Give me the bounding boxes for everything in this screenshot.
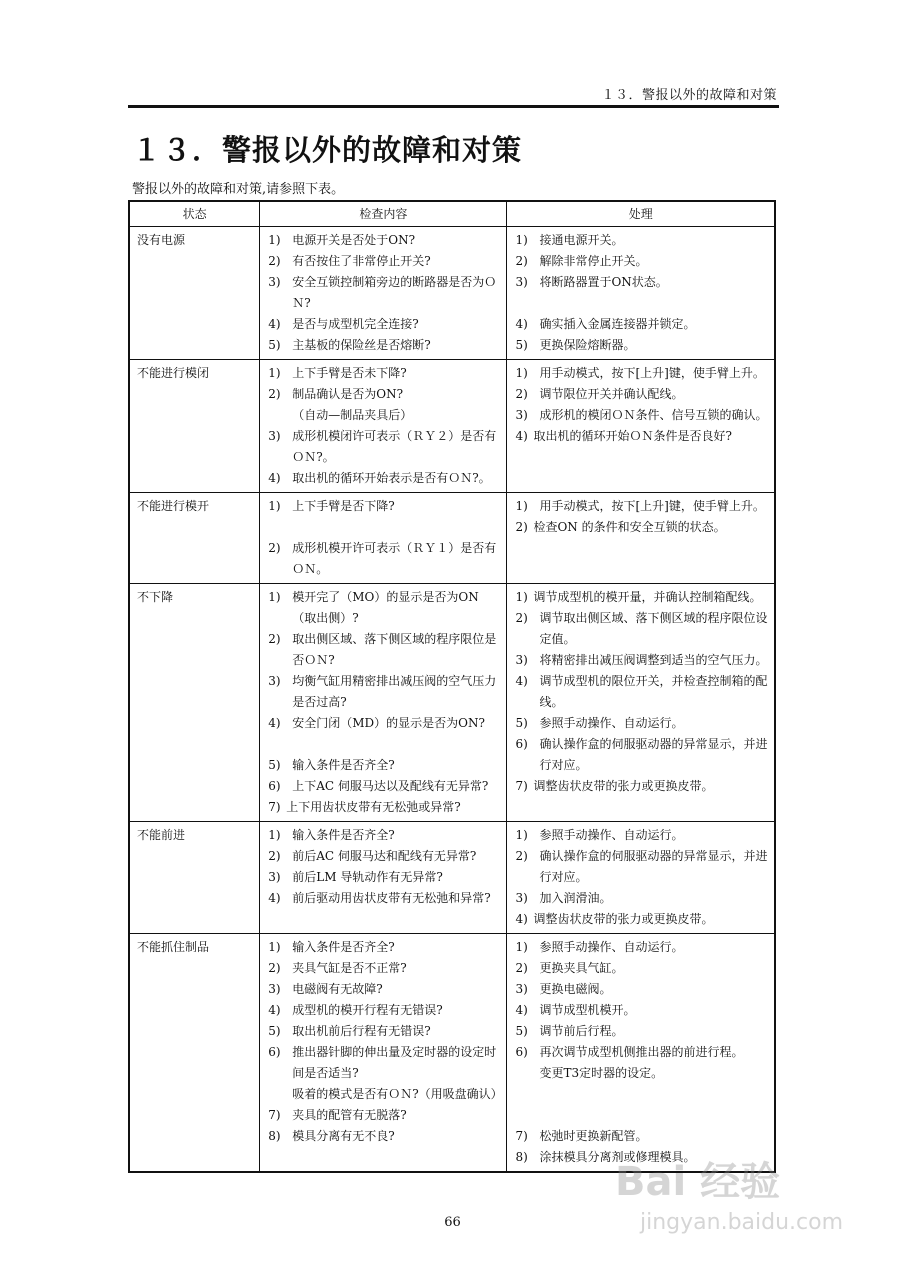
item-number: 3): [515, 653, 528, 667]
item-text: 夹具气缸是否不正常?: [292, 961, 407, 975]
item-number: 2): [268, 254, 281, 268]
item-text: 推出器针脚的伸出量及定时器的设定时间是否适当?: [292, 1045, 497, 1080]
item-number: 7): [515, 1129, 528, 1143]
item-text: 输入条件是否齐全?: [292, 940, 395, 954]
item-number: 2): [515, 961, 528, 975]
item-number: 1): [515, 499, 528, 513]
table-row: [129, 360, 775, 493]
check-item: [268, 335, 502, 356]
check-cell: [260, 934, 507, 1173]
item-number: 5): [515, 338, 528, 352]
watermark-logo: Bai 经验: [615, 1159, 781, 1205]
item-text: 输入条件是否齐全?: [292, 828, 395, 842]
item-text: 上下AC 伺服马达以及配线有无异常?: [292, 779, 489, 793]
action-item: [515, 1000, 770, 1021]
action-item: [515, 405, 770, 426]
action-item: [515, 734, 770, 776]
item-text: 调节成型机模开。: [539, 1003, 636, 1017]
item-text: 取出机的循环开始ＯＮ条件是否良好?: [533, 429, 732, 443]
action-item: [515, 608, 770, 650]
item-number: 5): [515, 716, 528, 730]
item-text: 前后LM 导轨动作有无异常?: [292, 870, 443, 884]
status-cell: 不能抓住制品: [129, 934, 260, 1173]
action-item: [515, 272, 770, 293]
action-item: [515, 517, 770, 538]
item-text: 确认操作盒的伺服驱动器的异常显示，并进行对应。: [539, 737, 768, 772]
header-rule: [128, 105, 779, 108]
item-number: 2): [268, 541, 281, 555]
item-text: 吸着的模式是否有ＯＮ?（用吸盘确认）: [292, 1087, 503, 1101]
item-text: 成形机模闭许可表示（ＲＹ２）是否有ＯＮ?。: [292, 429, 497, 464]
item-number: 3): [268, 674, 281, 688]
watermark-url: jingyan.baidu.com: [640, 1210, 844, 1235]
check-item: [268, 363, 502, 384]
item-number: [515, 1063, 539, 1084]
item-number: 2): [515, 254, 528, 268]
action-item: [515, 979, 770, 1000]
item-text: 更换夹具气缸。: [539, 961, 624, 975]
item-number: 2): [268, 849, 281, 863]
item-number: 3): [268, 870, 281, 884]
item-number: 1): [268, 590, 281, 604]
status-cell: 不下降: [129, 584, 260, 822]
check-item: [268, 867, 502, 888]
item-number: 3): [268, 429, 281, 443]
check-item: [268, 713, 502, 734]
check-item: [268, 846, 502, 867]
item-text: 均衡气缸用精密排出减压阀的空气压力是否过高?: [292, 674, 497, 709]
item-number: 4): [515, 317, 528, 331]
action-item: [515, 958, 770, 979]
action-cell: [507, 493, 775, 584]
check-item: [268, 384, 502, 405]
table-header-row: [129, 201, 775, 227]
item-text: 调节取出侧区域、落下侧区域的程序限位设定值。: [539, 611, 768, 646]
check-cell: [260, 584, 507, 822]
action-item: [515, 937, 770, 958]
item-text: 取出机的循环开始表示是否有ＯＮ?。: [292, 471, 491, 485]
table-row: [129, 584, 775, 822]
check-cell: [260, 227, 507, 360]
action-cell: [507, 584, 775, 822]
action-item: [515, 230, 770, 251]
item-number: 7): [268, 1108, 281, 1122]
item-number: 6): [515, 1045, 528, 1059]
item-text: 用手动模式，按下[上升]键，使手臂上升。: [539, 366, 765, 380]
item-number: 7): [268, 800, 281, 814]
check-item: [268, 251, 502, 272]
item-text: 确认操作盒的伺服驱动器的异常显示，并进行对应。: [539, 849, 768, 884]
item-text: 主基板的保险丝是否熔断?: [292, 338, 431, 352]
status-cell: 没有电源: [129, 227, 260, 360]
item-text: 安全互锁控制箱旁边的断路器是否为ＯＮ?: [292, 275, 497, 310]
check-item: [268, 958, 502, 979]
item-number: 5): [268, 1024, 281, 1038]
check-item: [268, 671, 502, 713]
item-number: 6): [515, 737, 528, 751]
item-number: 1): [268, 233, 281, 247]
item-number: 1): [515, 828, 528, 842]
item-number: 2): [268, 387, 281, 401]
table-row: [129, 822, 775, 934]
item-text: 前后AC 伺服马达和配线有无异常?: [292, 849, 477, 863]
page-title: １３．警报以外的故障和对策: [132, 133, 523, 167]
item-text: 安全门闭（MD）的显示是否为ON?: [292, 716, 485, 730]
item-text: 调整齿状皮带的张力或更换皮带。: [533, 912, 714, 926]
item-text: 涂抹模具分离剂或修理模具。: [539, 1150, 696, 1164]
item-text: 参照手动操作、自动运行。: [539, 716, 684, 730]
item-text: 将断路器置于ON状态。: [539, 275, 668, 289]
check-item: [268, 979, 502, 1000]
check-item: [268, 426, 502, 468]
check-item: [268, 1084, 502, 1105]
check-item: [268, 405, 502, 426]
check-cell: [260, 493, 507, 584]
item-text: 再次调节成型机侧推出器的前进行程。: [539, 1045, 744, 1059]
action-item: [515, 363, 770, 384]
item-number: 6): [268, 1045, 281, 1059]
item-number: 5): [515, 1024, 528, 1038]
item-text: 将精密排出减压阀调整到适当的空气压力。: [539, 653, 768, 667]
item-number: 5): [268, 758, 281, 772]
check-item: [268, 468, 502, 489]
item-number: [268, 405, 292, 426]
status-cell: 不能前进: [129, 822, 260, 934]
item-number: 3): [515, 982, 528, 996]
check-item: [268, 776, 502, 797]
item-number: 3): [268, 982, 281, 996]
item-text: 加入润滑油。: [539, 891, 612, 905]
action-item: [515, 888, 770, 909]
page-number: 66: [444, 1215, 461, 1230]
action-cell: [507, 822, 775, 934]
check-item: [268, 1105, 502, 1126]
item-number: 1): [268, 940, 281, 954]
item-text: 电磁阀有无故障?: [292, 982, 383, 996]
check-item: [268, 538, 502, 580]
item-number: 1): [515, 940, 528, 954]
item-text: 用手动模式，按下[上升]键，使手臂上升。: [539, 499, 765, 513]
action-item: [515, 671, 770, 713]
item-number: 8): [515, 1150, 528, 1164]
intro-text: 警报以外的故障和对策,请参照下表。: [132, 182, 345, 197]
item-number: 2): [515, 611, 528, 625]
action-item: [515, 1042, 770, 1063]
item-text: 输入条件是否齐全?: [292, 758, 395, 772]
column-header-status: 状态: [129, 201, 260, 227]
check-cell: [260, 360, 507, 493]
item-text: 成型机的模开行程有无错误?: [292, 1003, 443, 1017]
action-cell: [507, 934, 775, 1173]
action-item: [515, 496, 770, 517]
item-number: 4): [268, 471, 281, 485]
troubleshooting-table: [128, 200, 776, 1173]
check-item: [268, 888, 502, 909]
item-text: 更换保险熔断器。: [539, 338, 636, 352]
action-item: [515, 1063, 770, 1084]
item-number: 2): [515, 520, 528, 534]
item-number: 3): [515, 408, 528, 422]
action-item: [515, 384, 770, 405]
item-number: 7): [515, 779, 528, 793]
check-item: [268, 825, 502, 846]
action-item: [515, 314, 770, 335]
action-cell: [507, 360, 775, 493]
item-number: 1): [515, 366, 528, 380]
item-number: 8): [268, 1129, 281, 1143]
check-item: [268, 1042, 502, 1084]
check-item: [268, 1000, 502, 1021]
action-item: [515, 1021, 770, 1042]
action-item: [515, 335, 770, 356]
item-text: 前后驱动用齿状皮带有无松弛和异常?: [292, 891, 491, 905]
item-number: 2): [515, 387, 528, 401]
item-text: 有否按住了非常停止开关?: [292, 254, 431, 268]
table-row: [129, 934, 775, 1173]
item-text: 调节限位开关并确认配线。: [539, 387, 684, 401]
watermark: [615, 1140, 845, 1260]
running-header: １３．警报以外的故障和对策: [601, 88, 777, 103]
item-text: 成形机的模闭ＯＮ条件、信号互锁的确认。: [539, 408, 768, 422]
action-item: [515, 713, 770, 734]
check-item: [268, 629, 502, 671]
check-item: [268, 587, 502, 629]
item-text: 更换电磁阀。: [539, 982, 612, 996]
item-text: 上下手臂是否未下降?: [292, 366, 407, 380]
action-item: [515, 909, 770, 930]
item-number: 3): [515, 891, 528, 905]
item-number: 2): [268, 632, 281, 646]
item-text: 成形机模开许可表示（ＲＹ１）是否有ＯＮ。: [292, 541, 497, 576]
item-text: 夹具的配管有无脱落?: [292, 1108, 407, 1122]
item-text: 上下用齿状皮带有无松弛或异常?: [286, 800, 461, 814]
item-number: 1): [268, 366, 281, 380]
table-row: [129, 493, 775, 584]
item-number: 1): [268, 828, 281, 842]
item-number: 4): [515, 429, 528, 443]
item-number: 4): [515, 912, 528, 926]
action-item: [515, 776, 770, 797]
action-item: [515, 825, 770, 846]
item-text: （自动—制品夹具后）: [292, 408, 413, 422]
action-item: [515, 426, 770, 447]
item-text: 模开完了（MO）的显示是否为ON（取出侧）?: [292, 590, 479, 625]
check-item: [268, 496, 502, 517]
item-number: 4): [515, 674, 528, 688]
check-cell: [260, 822, 507, 934]
item-text: 调节前后行程。: [539, 1024, 624, 1038]
action-item: [515, 846, 770, 888]
item-text: 解除非常停止开关。: [539, 254, 648, 268]
item-text: 参照手动操作、自动运行。: [539, 940, 684, 954]
item-number: 2): [515, 849, 528, 863]
item-text: 是否与成型机完全连接?: [292, 317, 419, 331]
item-number: 1): [515, 233, 528, 247]
check-item: [268, 272, 502, 314]
item-number: 4): [268, 891, 281, 905]
item-number: 4): [268, 317, 281, 331]
item-number: 5): [268, 338, 281, 352]
check-item: [268, 797, 502, 818]
item-text: 调节成型机的限位开关，并检查控制箱的配线。: [539, 674, 768, 709]
status-cell: 不能进行模闭: [129, 360, 260, 493]
table-row: [129, 227, 775, 360]
item-number: 4): [268, 716, 281, 730]
item-number: 3): [515, 275, 528, 289]
check-item: [268, 937, 502, 958]
status-cell: 不能进行模开: [129, 493, 260, 584]
check-item: [268, 314, 502, 335]
action-item: [515, 650, 770, 671]
check-item: [268, 230, 502, 251]
item-number: 4): [515, 1003, 528, 1017]
item-text: 松弛时更换新配管。: [539, 1129, 648, 1143]
item-text: 取出机前后行程有无错误?: [292, 1024, 431, 1038]
check-item: [268, 755, 502, 776]
item-text: 制品确认是否为ON?: [292, 387, 404, 401]
item-number: [268, 1084, 292, 1105]
item-text: 取出侧区域、落下侧区域的程序限位是否ＯＮ?: [292, 632, 497, 667]
item-text: 变更T3定时器的设定。: [539, 1066, 664, 1080]
item-text: 检查ON 的条件和安全互锁的状态。: [533, 520, 726, 534]
item-text: 确实插入金属连接器并锁定。: [539, 317, 696, 331]
item-number: 3): [268, 275, 281, 289]
item-text: 调节成型机的模开量，并确认控制箱配线。: [533, 590, 762, 604]
item-text: 电源开关是否处于ON?: [292, 233, 416, 247]
item-number: 1): [268, 499, 281, 513]
item-number: 1): [515, 590, 528, 604]
item-text: 上下手臂是否下降?: [292, 499, 395, 513]
action-cell: [507, 227, 775, 360]
check-item: [268, 1021, 502, 1042]
item-text: 接通电源开关。: [539, 233, 624, 247]
item-text: 参照手动操作、自动运行。: [539, 828, 684, 842]
item-text: 调整齿状皮带的张力或更换皮带。: [533, 779, 714, 793]
item-number: 6): [268, 779, 281, 793]
item-text: 模具分离有无不良?: [292, 1129, 395, 1143]
column-header-actions: 处理: [507, 201, 775, 227]
item-number: 2): [268, 961, 281, 975]
action-item: [515, 251, 770, 272]
action-item: [515, 587, 770, 608]
item-number: 4): [268, 1003, 281, 1017]
check-item: [268, 1126, 502, 1147]
column-header-checks: 检查内容: [260, 201, 507, 227]
